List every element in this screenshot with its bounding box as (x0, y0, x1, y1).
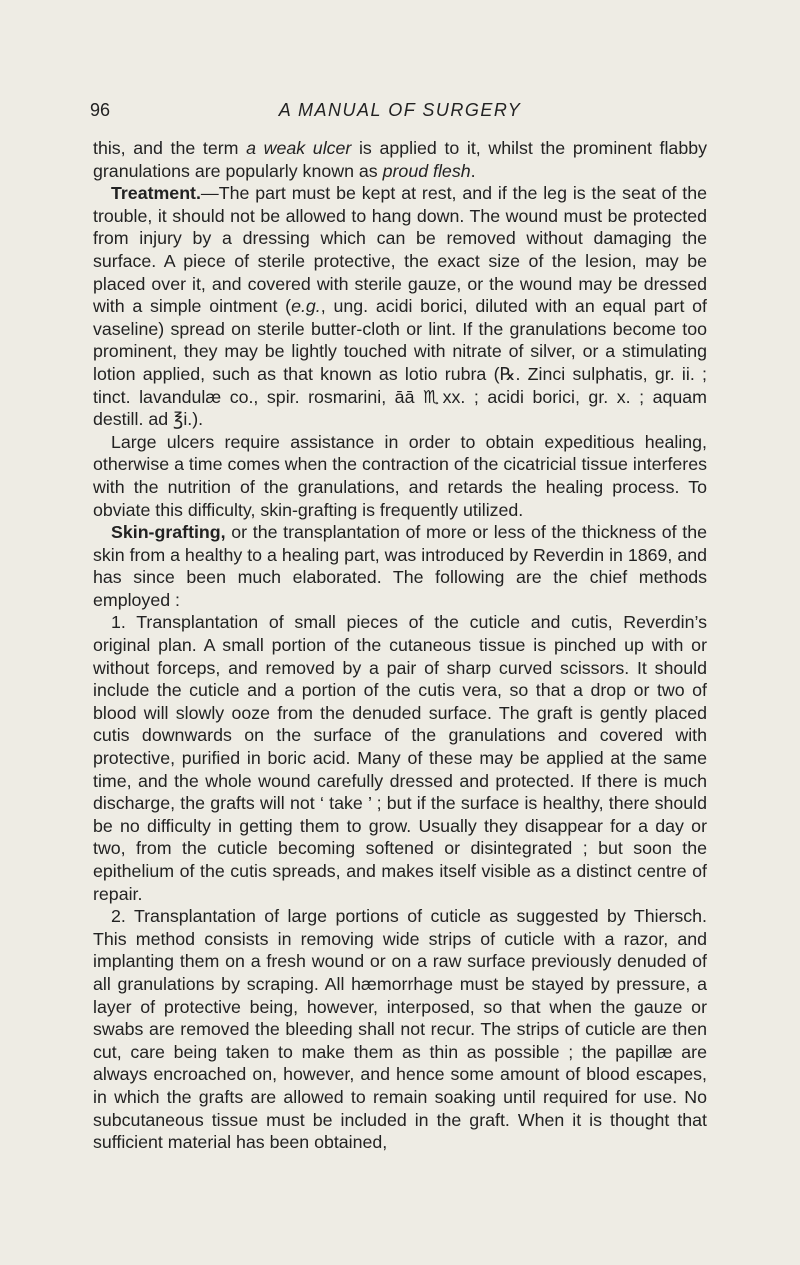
paragraph-method-2: 2. Transplantation of large portions of cuticle as suggested by Thiersch. This method consists in removing wide strips of cuticle with a razor, and implanting them on a fresh wound or on a raw surface previously denuded of all granulations by scraping. All hæmorrhage must be stayed by pressure, a layer of protective being, however, interposed, so that when the gauze or swabs are removed the bleeding shall not recur. The strips of cuticle are then cut, care being taken to make them as thin as possible ; the papillæ are always encroached on, however, and hence some amount of blood escapes, in which the grafts are allowed to remain soaking until required for use. No subcutaneous tissue must be included in the graft. When it is thought that sufficient material has been obtained, (93, 906, 707, 1153)
body-text (93, 137, 707, 1154)
running-title: A MANUAL OF SURGERY (278, 100, 522, 120)
section-heading-treatment: Treatment. (111, 183, 201, 204)
page-header (90, 100, 710, 124)
term-proud-flesh: proud flesh (382, 160, 471, 181)
paragraph-method-1: 1. Transplantation of small pieces of the cuticle and cutis, Reverdin’s original plan. A small portion of the cutaneous tissue is pinched up with or without forceps, and removed by a pair of sharp curved scissors. It should include the cuticle and a portion of the cutis vera, so that a drop or two of blood will slowly ooze from the denuded surface. The graft is gently placed cutis downwards on the surface of the granulations and covered with protective, purified in boric acid. Many of these may be applied at the same time, and the whole wound carefully dressed and protected. If there is much discharge, the grafts will not ‘ take ’ ; but if the surface is healthy, there should be no difficulty in getting them to grow. Usually they disappear for a day or two, from the cuticle becoming softened or disintegrated ; but soon the epithelium of the cutis spreads, and makes itself visible as a distinct centre of repair. (93, 612, 707, 904)
term-weak-ulcer: a weak ulcer (246, 138, 352, 158)
paragraph: this, and the term a weak ulcer is applied to it, whilst the prominent flabby granulations are popularly known as proud flesh. (93, 138, 707, 181)
page-number: 96 (90, 100, 111, 120)
section-heading-skin-grafting: Skin-grafting, (111, 522, 226, 543)
paragraph-skin-grafting: Skin-grafting, or the transplantation of more or less of the thickness of the skin from a healthy to a healing part, was introduced by Reverdin in 1869, and has since been much elaborated. The following are the chief methods employed : (93, 522, 707, 610)
paragraph: Large ulcers require assistance in order to obtain expeditious healing, otherwise a time comes when the contraction of the cicatricial tissue interferes with the nutrition of the granulations, and retards the healing process. To obviate this difficulty, skin-grafting is frequently utilized. (93, 431, 707, 520)
paragraph-treatment: Treatment.—The part must be kept at rest, and if the leg is the seat of the trouble, it should not be allowed to hang down. The wound must be protected from injury by a dressing which can be removed without damaging the surface. A piece of sterile protective, the exact size of the lesion, may be placed over it, and covered with sterile gauze, or the wound may be dressed with a simple ointment (e.g., ung. acidi borici, diluted with an equal part of vaseline) spread on sterile butter-cloth or lint. If the granulations become too prominent, they may be lightly touched with nitrate of silver, or a stimulating lotion applied, such as that known as lotio rubra (℞. Zinci sulphatis, gr. ii. ; tinct. lavandulæ co., spir. rosmarini, āā ♏xx. ; acidi borici, gr. x. ; aquam destill. ad ℥i.). (93, 183, 707, 430)
